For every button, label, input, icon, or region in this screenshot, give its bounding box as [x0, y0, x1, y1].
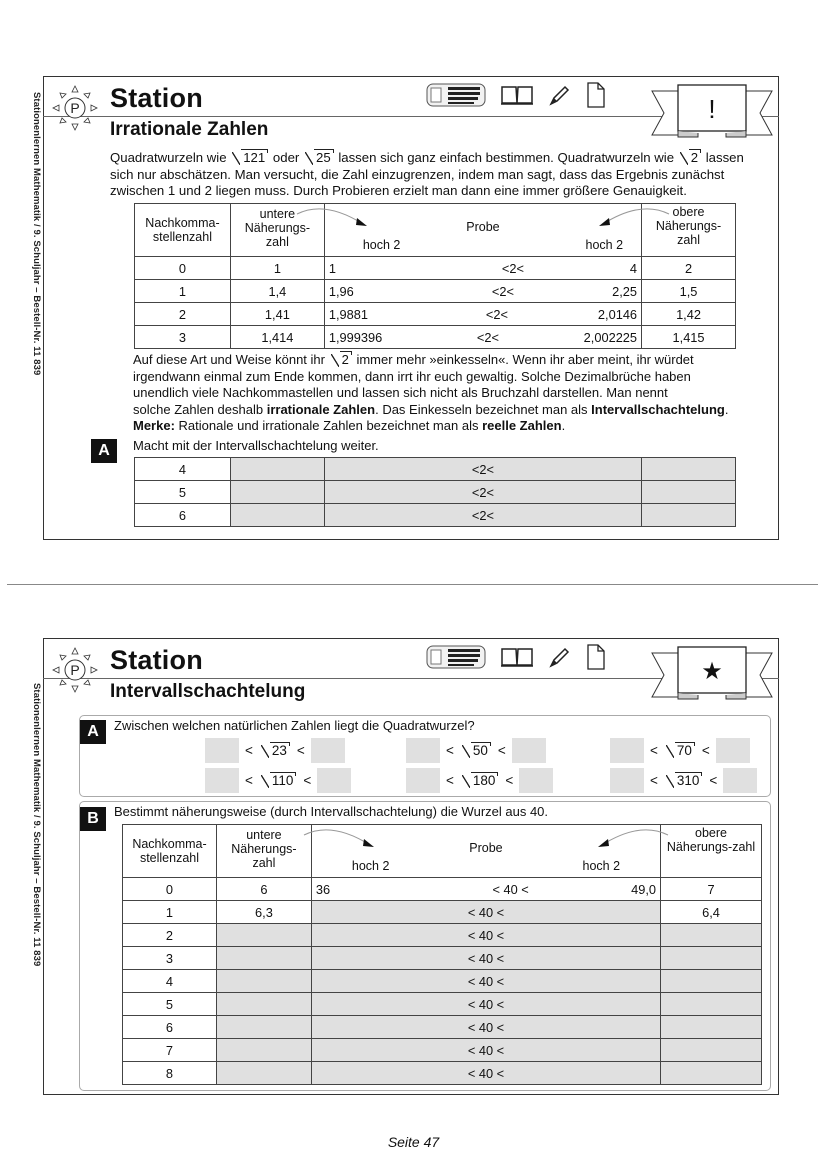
input-lower[interactable] — [230, 458, 324, 481]
answer-box-upper[interactable] — [311, 738, 345, 763]
input-lower[interactable] — [230, 504, 324, 527]
page-number: Seite 47 — [387, 1134, 440, 1150]
input-upper[interactable] — [661, 924, 762, 947]
task-b-question: Bestimmt näherungsweise (durch Intervallschachtelung) die Wurzel aus 40. — [114, 804, 549, 819]
pencil-icon — [548, 83, 572, 107]
answer-box-upper[interactable] — [512, 738, 546, 763]
input-upper[interactable] — [661, 993, 762, 1016]
tool-icons — [426, 643, 606, 671]
hoch2-label-left: hoch 2 — [362, 238, 401, 252]
hoch2-label-right: hoch 2 — [585, 238, 624, 252]
table-row — [123, 970, 762, 993]
cell-upper: 7 — [661, 878, 762, 901]
cell-decimal-places: 2 — [123, 924, 217, 947]
task-badge-a: A — [91, 439, 117, 463]
table-row — [135, 303, 736, 326]
table-row — [135, 504, 736, 527]
input-probe[interactable]: < 40 < — [311, 970, 660, 993]
tool-icons — [426, 81, 606, 109]
calculator-icon — [426, 82, 486, 108]
cell-decimal-places: 3 — [123, 947, 217, 970]
station-card-intervallschachtelung — [43, 638, 779, 1095]
col-header-upper-approx: obere Näherungs-zahl — [661, 825, 762, 878]
cell-decimal-places: 7 — [123, 1039, 217, 1062]
intro-text: lassen sich ganz einfach bestimmen. Quadratwurzeln wie — [338, 150, 675, 165]
table-row — [123, 1039, 762, 1062]
task-badge-b: B — [80, 807, 106, 831]
cell-decimal-places: 0 — [123, 878, 217, 901]
answer-box-upper[interactable] — [317, 768, 351, 793]
cell-probe: 1,96 <2< 2,25 — [324, 280, 641, 303]
input-lower[interactable] — [216, 947, 311, 970]
table-row — [123, 924, 762, 947]
cell-upper: 1,5 — [642, 280, 736, 303]
answer-box-upper[interactable] — [723, 768, 757, 793]
sidebar-publisher-text: Stationenlernen Mathematik / 9. Schuljahr – Bestell-Nr. 11 839 — [31, 92, 42, 376]
inequality-sqrt-310: < 310 < — [610, 768, 757, 793]
table-header-row — [123, 825, 762, 878]
term-intervallschachtelung: Intervallschachtelung — [591, 401, 725, 417]
input-lower[interactable] — [216, 1039, 311, 1062]
inequality-sqrt-110: < 110 < — [205, 768, 351, 793]
cell-lower: 1,41 — [230, 303, 324, 326]
answer-box-upper[interactable] — [519, 768, 553, 793]
intro-text: lassen — [705, 150, 744, 165]
sqrt-symbol: 25 — [305, 150, 333, 167]
table-row — [123, 1016, 762, 1039]
inequality-sqrt-70: < 70 < — [610, 738, 750, 763]
station-header — [44, 77, 778, 140]
cell-probe: 1,9881 <2< 2,0146 — [324, 303, 641, 326]
cell-lower: 1,414 — [230, 326, 324, 349]
sidebar-publisher-text: Stationenlernen Mathematik / 9. Schuljahr – Bestell-Nr. 11 839 — [31, 683, 42, 967]
sqrt-symbol: 2 — [680, 150, 700, 167]
document-icon — [586, 81, 606, 109]
station-title: Station — [110, 83, 209, 114]
inequality-sqrt-180: < 180 < — [406, 768, 553, 793]
cell-probe: 36 < 40 < 49,0 — [311, 878, 660, 901]
answer-box-lower[interactable] — [610, 738, 644, 763]
input-lower[interactable] — [216, 1062, 311, 1085]
col-header-probe — [311, 825, 660, 878]
intro-paragraph — [110, 150, 770, 200]
input-upper[interactable] — [642, 458, 736, 481]
svg-text:P: P — [70, 100, 80, 116]
input-upper[interactable] — [661, 1016, 762, 1039]
table-row — [123, 1062, 762, 1085]
col-header-lower-approx: untere Näherungs-zahl — [230, 204, 324, 257]
merke-label: Merke: — [133, 418, 175, 433]
cell-decimal-places: 4 — [135, 458, 231, 481]
cell-decimal-places: 5 — [135, 481, 231, 504]
cell-decimal-places: 0 — [135, 257, 231, 280]
col-header-upper-approx: obere Näherungs-zahl — [642, 204, 736, 257]
intro-text: zwischen 1 und 2 liegen muss. Durch Probieren erzielt man dann eine immer größere Genauigkeit. — [110, 183, 687, 198]
cell-probe: 1 <2< 4 — [324, 257, 641, 280]
answer-box-lower[interactable] — [610, 768, 644, 793]
answer-box-lower[interactable] — [205, 738, 239, 763]
station-subtitle: Intervallschachtelung — [110, 681, 306, 702]
input-upper[interactable] — [661, 1062, 762, 1085]
hoch2-label-right: hoch 2 — [582, 859, 621, 873]
ribbon-star-icon — [648, 645, 776, 703]
table-row — [135, 326, 736, 349]
table-row — [123, 993, 762, 1016]
table-row — [123, 947, 762, 970]
input-lower[interactable] — [216, 1016, 311, 1039]
ribbon-exclamation-icon — [648, 83, 776, 141]
cell-decimal-places: 4 — [123, 970, 217, 993]
task-a-question: Zwischen welchen natürlichen Zahlen liegt die Quadratwurzel? — [114, 718, 475, 733]
table-row — [135, 257, 736, 280]
answer-box-upper[interactable] — [716, 738, 750, 763]
input-lower[interactable] — [216, 970, 311, 993]
task-b-panel — [79, 801, 771, 1091]
input-upper[interactable] — [642, 481, 736, 504]
input-probe[interactable]: <2< — [324, 481, 641, 504]
cell-decimal-places: 1 — [135, 280, 231, 303]
cell-lower: 6 — [216, 878, 311, 901]
inequality-sqrt-23: < 23 < — [205, 738, 345, 763]
station-card-irrationale-zahlen — [43, 76, 779, 540]
answer-box-lower[interactable] — [205, 768, 239, 793]
task-badge-a: A — [80, 720, 106, 744]
table-row — [123, 878, 762, 901]
input-probe[interactable]: < 40 < — [311, 947, 660, 970]
table-row — [135, 280, 736, 303]
cell-decimal-places: 6 — [123, 1016, 217, 1039]
cell-upper: 1,415 — [642, 326, 736, 349]
book-icon — [500, 645, 534, 669]
calculator-icon — [426, 644, 486, 670]
cell-decimal-places: 8 — [123, 1062, 217, 1085]
pencil-icon — [548, 645, 572, 669]
task-a-instruction: Macht mit der Intervallschachtelung weiter. — [133, 438, 379, 453]
page-separator — [7, 584, 818, 585]
cell-decimal-places: 2 — [135, 303, 231, 326]
station-subtitle: Irrationale Zahlen — [110, 119, 269, 140]
col-header-lower-approx: untere Näherungs-zahl — [216, 825, 311, 878]
explanation-paragraph: Auf diese Art und Weise könnt ihr 2 immer mehr »einkesseln«. Wenn ihr aber meint, ihr würdet irgendwann einmal zum Ende kommen, dann irrt ihr euch gewaltig. Solche Dezimalbrüche haben unendlich viele Nachkommastellen und lassen sich nicht als Bruchzahl darstellen. Man nennt solche Zahlen deshalb irrationale Zahlen. Das Einkesseln bezeichnet man als Intervallschachtelung. Merke: Rationale und irrationale Zahlen bezeichnet man als reelle Zahlen. — [133, 352, 729, 433]
input-upper[interactable] — [642, 504, 736, 527]
task-a-panel — [79, 715, 771, 797]
answer-box-lower[interactable] — [406, 738, 440, 763]
input-probe[interactable]: <2< — [324, 458, 641, 481]
intervals-table-sqrt2 — [134, 203, 736, 349]
cell-decimal-places: 3 — [135, 326, 231, 349]
intro-text: sich nur abschätzen. Man versucht, die Zahl einzugrenzen, indem man sagt, dass das Ergebnis zunächst — [110, 166, 725, 182]
cell-decimal-places: 1 — [123, 901, 217, 924]
table-row — [135, 458, 736, 481]
cell-probe: 1,999396 <2< 2,002225 — [324, 326, 641, 349]
table-header-row — [135, 204, 736, 257]
input-probe[interactable]: < 40 < — [311, 1062, 660, 1085]
sun-p-icon — [52, 80, 112, 140]
col-header-decimal-places: Nachkomma-stellenzahl — [135, 204, 231, 257]
input-upper[interactable] — [661, 947, 762, 970]
input-lower[interactable] — [230, 481, 324, 504]
inequality-sqrt-50: < 50 < — [406, 738, 546, 763]
task-b-table — [122, 824, 762, 1085]
probe-label: Probe — [466, 220, 500, 234]
input-probe[interactable]: < 40 < — [311, 1039, 660, 1062]
input-probe[interactable]: < 40 < — [311, 1016, 660, 1039]
intro-text: oder — [272, 150, 300, 165]
cell-lower: 6,3 — [216, 901, 311, 924]
station-header — [44, 639, 778, 702]
term-reelle-zahlen: reelle Zahlen — [482, 418, 562, 433]
col-header-decimal-places: Nachkomma-stellenzahl — [123, 825, 217, 878]
input-probe[interactable]: < 40 < — [311, 901, 660, 924]
cell-upper: 1,42 — [642, 303, 736, 326]
cell-decimal-places: 6 — [135, 504, 231, 527]
input-probe[interactable]: <2< — [324, 504, 641, 527]
hoch2-label-left: hoch 2 — [351, 859, 390, 873]
cell-decimal-places: 5 — [123, 993, 217, 1016]
intro-text: Quadratwurzeln wie — [110, 150, 227, 165]
term-irrationale-zahlen: irrationale Zahlen — [266, 401, 376, 417]
answer-box-lower[interactable] — [406, 768, 440, 793]
sqrt-symbol: 121 — [232, 150, 267, 167]
sun-p-icon — [52, 642, 112, 702]
input-probe[interactable]: < 40 < — [311, 993, 660, 1016]
document-icon — [586, 643, 606, 671]
book-icon — [500, 83, 534, 107]
cell-upper: 6,4 — [661, 901, 762, 924]
input-upper[interactable] — [661, 970, 762, 993]
input-lower[interactable] — [216, 924, 311, 947]
cell-lower: 1,4 — [230, 280, 324, 303]
probe-label: Probe — [469, 841, 503, 855]
table-row — [123, 901, 762, 924]
svg-text:P: P — [70, 662, 80, 678]
task-a-table — [134, 457, 736, 527]
input-lower[interactable] — [216, 993, 311, 1016]
input-probe[interactable]: < 40 < — [311, 924, 660, 947]
input-upper[interactable] — [661, 1039, 762, 1062]
table-row — [135, 481, 736, 504]
svg-text:★: ★ — [701, 657, 723, 685]
cell-upper: 2 — [642, 257, 736, 280]
col-header-probe — [324, 204, 641, 257]
sqrt-symbol: 2 — [331, 352, 351, 369]
cell-lower: 1 — [230, 257, 324, 280]
station-title: Station — [110, 645, 209, 676]
svg-text:!: ! — [708, 94, 716, 124]
